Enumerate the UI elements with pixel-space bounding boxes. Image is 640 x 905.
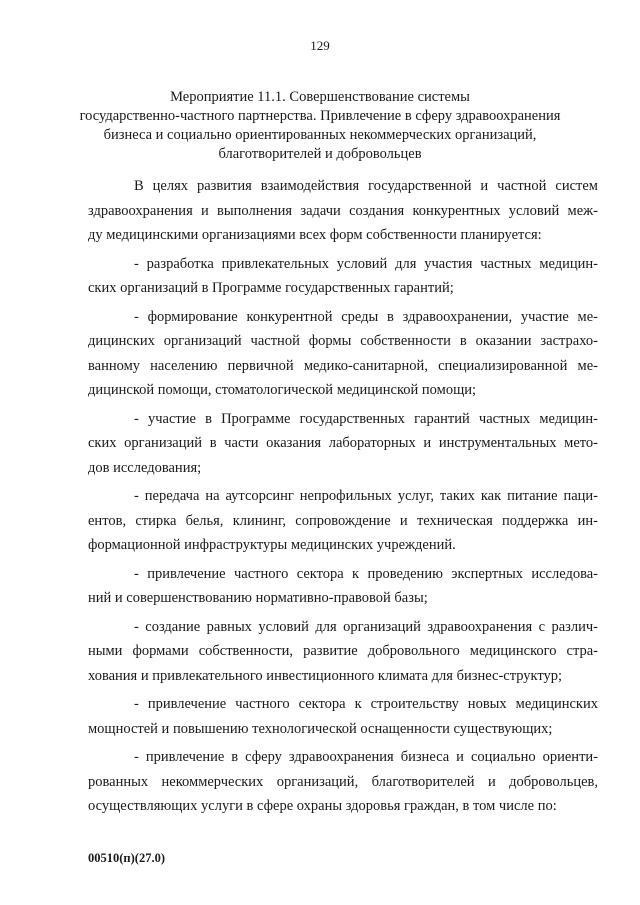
text-line: - разработка привлекательных условий для участия частных медицин- xyxy=(134,255,598,272)
text-line: В целях развития взаимодействия государственной и частной систем xyxy=(134,178,598,194)
text-line: ентов, стирка белья, клининг, сопровождение и техническая поддержка ин- xyxy=(88,512,598,529)
text-line: дицинских организаций частной формы собственности в оказании застрахо- xyxy=(88,333,598,349)
text-line: ний и совершенствованию нормативно-правовой базы; xyxy=(88,590,428,606)
text-line: ских организаций в части оказания лабораторных и инструментальных мето- xyxy=(88,435,598,451)
list-item xyxy=(88,484,598,558)
text-line: - участие в Программе государственных гарантий частных медицин- xyxy=(134,410,598,427)
list-item xyxy=(88,407,598,481)
body-text xyxy=(88,174,598,823)
page-number: 129 xyxy=(310,38,330,53)
text-line: ванному населению первичной медико-санитарной, специализированной ме- xyxy=(88,357,598,374)
list-item xyxy=(88,252,598,301)
text-line: - привлечение частного сектора к строительству новых медицинских xyxy=(134,696,598,712)
text-line: хования и привлекательного инвестиционного климата для бизнес-структур; xyxy=(88,667,563,684)
text-line: формационной инфраструктуры медицинских учреждений. xyxy=(88,537,456,553)
heading-line: Мероприятие 11.1. Совершенствование системы xyxy=(170,89,470,105)
text-line: - формирование конкурентной среды в здравоохранении, участие ме- xyxy=(134,308,598,325)
section-heading xyxy=(60,88,580,164)
text-line: осуществляющих услуги в сфере охраны здоровья граждан, в том числе по: xyxy=(88,798,557,814)
heading-line: государственно-частного партнерства. Привлечение в сферу здравоохранения xyxy=(79,108,561,124)
text-line: - передача на аутсорсинг непрофильных услуг, таких как питание паци- xyxy=(134,488,598,504)
list-item xyxy=(88,305,598,403)
text-line: дицинской помощи, стоматологической медицинской помощи; xyxy=(88,382,477,398)
text-line: рованных некоммерческих организаций, благотворителей и добровольцев, xyxy=(88,773,598,790)
text-line: дов исследования; xyxy=(88,459,202,476)
text-line: - привлечение частного сектора к проведению экспертных исследова- xyxy=(134,565,598,582)
list-item xyxy=(88,692,598,741)
document-code: 00510(п)(27.0) xyxy=(88,851,165,865)
heading-line: бизнеса и социально ориентированных некоммерческих организаций, xyxy=(103,127,537,143)
text-line: здравоохранения и выполнения задачи создания конкурентных условий меж- xyxy=(88,202,598,219)
text-line: - создание равных условий для организаций здравоохранения с различ- xyxy=(134,618,598,635)
list-item xyxy=(88,562,598,611)
list-item xyxy=(88,615,598,689)
text-line: ными формами собственности, развитие добровольного медицинского стра- xyxy=(88,643,598,659)
text-line: мощностей и повышению технологической оснащенности существующих; xyxy=(88,720,553,737)
list-item xyxy=(88,745,598,819)
paragraph-intro xyxy=(88,174,598,248)
text-line: ду медицинскими организациями всех форм собственности планируется: xyxy=(88,227,542,243)
heading-line: благотворителей и добровольцев xyxy=(218,146,422,162)
text-line: - привлечение в сферу здравоохранения бизнеса и социально ориенти- xyxy=(134,749,598,765)
text-line: ских организаций в Программе государственных гарантий; xyxy=(88,280,454,296)
